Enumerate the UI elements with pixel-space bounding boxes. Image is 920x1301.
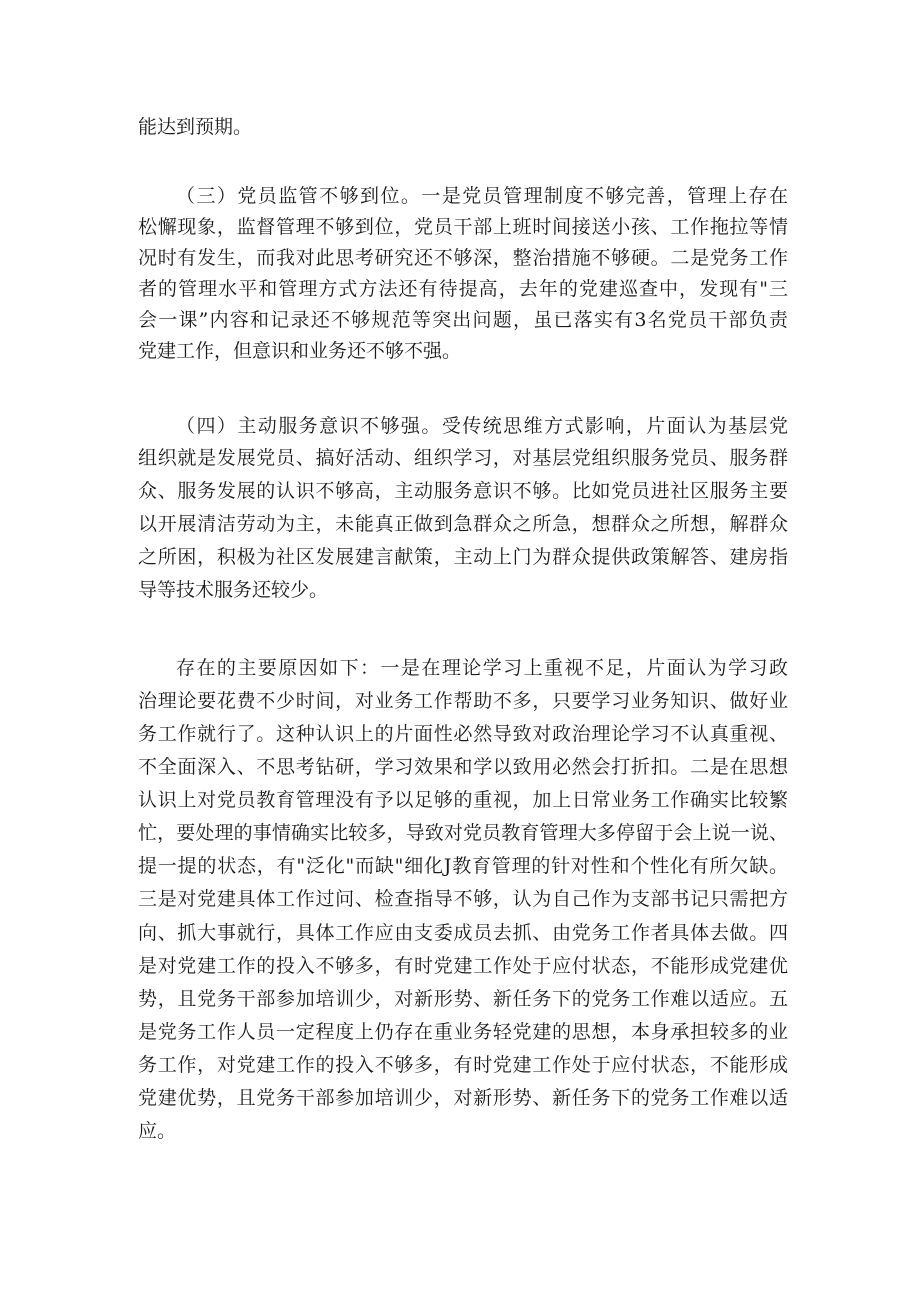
text-line: 会一课”内容和记录还不够规范等突出问题，虽已落实有3名党员干部负责 [138, 309, 788, 331]
text-line: 向、抓大事就行，具体工作应由支委成员去抓、由党务工作者具体去做。四 [138, 922, 788, 944]
text-line: 存在的主要原因如下：一是在理论学习上重视不足，片面认为学习政 [176, 657, 788, 679]
text-line: 势，且党务干部参加培训少，对新形势、新任务下的党务工作难以适应。五 [138, 988, 788, 1010]
text-line: 务工作就行了。这种认识上的片面性必然导致对政治理论学习不认真重视、 [138, 723, 788, 745]
text-line: 导等技术服务还较少。 [138, 579, 329, 601]
text-line: 以开展清洁劳动为主，未能真正做到急群众之所急，想群众之所想，解群众 [138, 513, 788, 535]
text-line: 提一提的状态，有"泛化"而缺"细化J教育管理的针对性和个性化有所欠缺。 [138, 855, 788, 877]
text-line: 应。 [138, 1120, 177, 1142]
text-line: 况时有发生，而我对此思考研究还不够深，整治措施不够硬。二是党务工作 [138, 247, 788, 269]
text-line: 不全面深入、不思考钻研，学习效果和学以致用必然会打折扣。二是在思想 [138, 756, 788, 778]
text-line: （三）党员监管不够到位。一是党员管理制度不够完善，管理上存在 [176, 185, 788, 207]
text-line: 务工作，对党建工作的投入不够多，有时党建工作处于应付状态，不能形成 [138, 1054, 788, 1076]
text-line: 松懈现象，监督管理不够到位，党员干部上班时间接送小孩、工作拖拉等情 [138, 216, 788, 238]
text-line: 能达到预期。 [138, 116, 253, 138]
text-line: 三是对党建具体工作过问、检查指导不够，认为自己作为支部书记只需把方 [138, 888, 788, 910]
text-line: 是对党建工作的投入不够多，有时党建工作处于应付状态，不能形成党建优 [138, 955, 788, 977]
text-line: 治理论要花费不少时间，对业务工作帮助不多，只要学习业务知识、做好业 [138, 690, 788, 712]
text-line: 党建优势，且党务干部参加培训少，对新形势、新任务下的党务工作难以适 [138, 1087, 788, 1109]
text-line: 党建工作，但意识和业务还不够不强。 [138, 340, 462, 362]
text-line: 忙，要处理的事情确实比较多，导致对党员教育管理大多停留于会上说一说、 [138, 822, 788, 844]
text-line: 之所困，积极为社区发展建言献策，主动上门为群众提供政策解答、建房指 [138, 546, 788, 568]
text-line: 众、服务发展的认识不够高，主动服务意识不够。比如党员进社区服务主要 [138, 480, 788, 502]
text-line: 是党务工作人员一定程度上仍存在重业务轻党建的思想，本身承担较多的业 [138, 1021, 788, 1043]
text-line: 认识上对党员教育管理没有予以足够的重视，加上日常业务工作确实比较繁 [138, 789, 788, 811]
text-line: （四）主动服务意识不够强。受传统思维方式影响，片面认为基层党 [176, 415, 788, 437]
text-line: 组织就是发展党员、搞好活动、组织学习，对基层党组织服务党员、服务群 [138, 447, 788, 469]
text-line: 者的管理水平和管理方式方法还有待提高，去年的党建巡查中，发现有"三 [138, 278, 788, 300]
